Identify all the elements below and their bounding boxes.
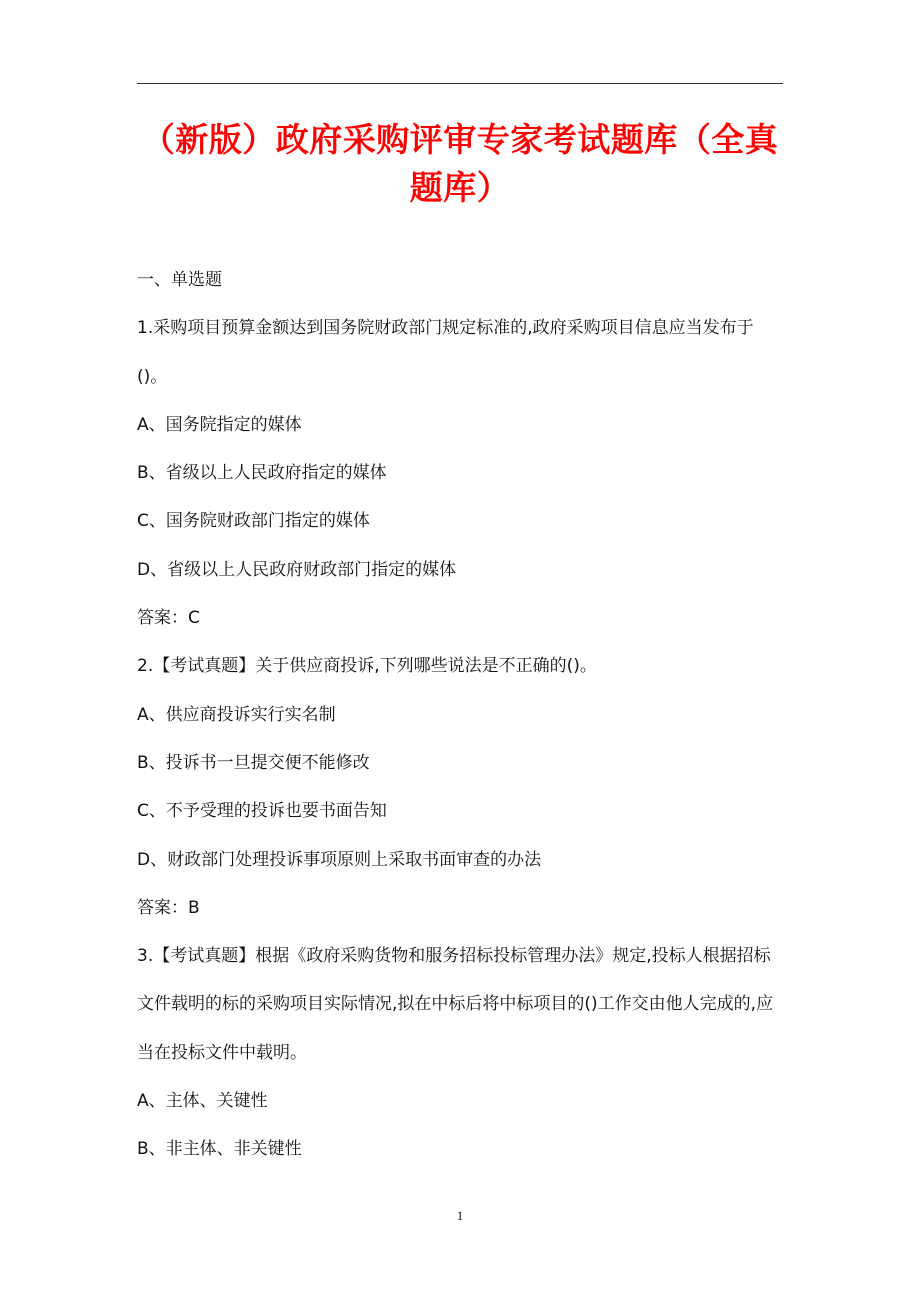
option-a: A、主体、关键性 <box>137 1091 268 1112</box>
question-block <box>137 304 783 642</box>
answer-text: 答案：C <box>137 608 200 629</box>
question-text: 2.【考试真题】关于供应商投诉,下列哪些说法是不正确的()。 <box>137 656 597 677</box>
document-title: （新版）政府采购评审专家考试题库（全真题库） <box>141 120 779 207</box>
option-a: A、供应商投诉实行实名制 <box>137 704 336 725</box>
question-block <box>137 932 783 1173</box>
document-body <box>137 256 783 1174</box>
option-a: A、国务院指定的媒体 <box>137 414 302 435</box>
option-b: B、非主体、非关键性 <box>137 1139 302 1160</box>
option-c: C、国务院财政部门指定的媒体 <box>137 511 370 532</box>
option-c: C、不予受理的投诉也要书面告知 <box>137 801 387 822</box>
option-b: B、省级以上人民政府指定的媒体 <box>137 463 387 484</box>
option-d: D、财政部门处理投诉事项原则上采取书面审查的办法 <box>137 849 542 870</box>
question-block <box>137 642 783 932</box>
section-heading: 一、单选题 <box>137 270 222 290</box>
page-number: 1 <box>456 1208 464 1223</box>
header-rule <box>137 83 783 84</box>
question-text: 1.采购项目预算金额达到国务院财政部门规定标准的,政府采购项目信息应当发布于()。 <box>137 318 754 387</box>
option-b: B、投诉书一旦提交便不能修改 <box>137 752 370 773</box>
option-d: D、省级以上人民政府财政部门指定的媒体 <box>137 559 457 580</box>
answer-text: 答案：B <box>137 897 200 918</box>
question-text: 3.【考试真题】根据《政府采购货物和服务招标投标管理办法》规定,投标人根据招标文件载明的标的采购项目实际情况,拟在中标后将中标项目的()工作交由他人完成的,应当在投标文件中载明。 <box>137 946 774 1063</box>
